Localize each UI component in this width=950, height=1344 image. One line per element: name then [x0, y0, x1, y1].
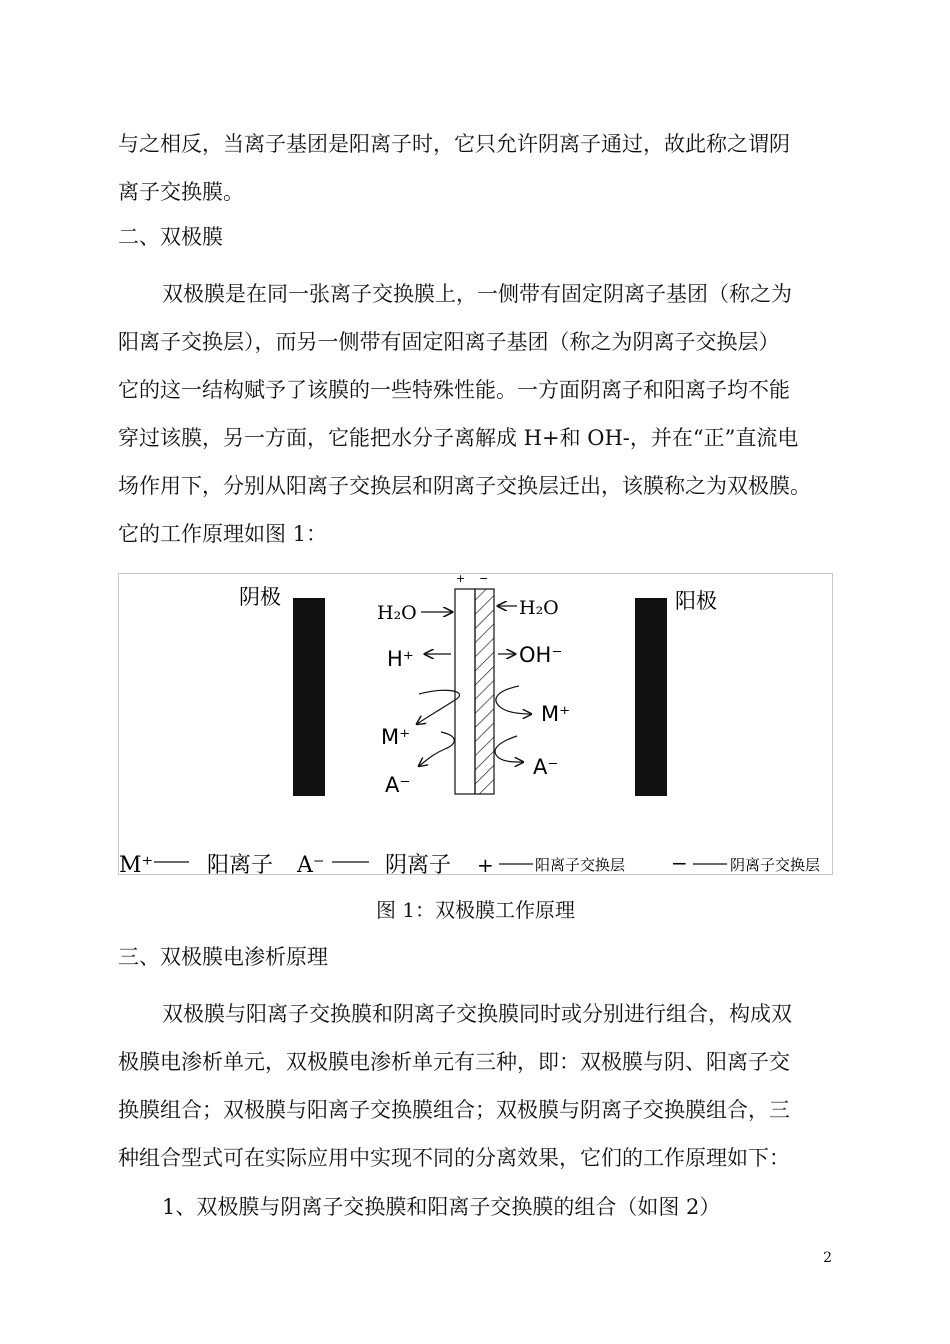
anode-label: 阳极: [675, 589, 717, 613]
text-line: 穿过该膜，另一方面，它能把水分子离解成 H+和 OH-，并在“正”直流电: [118, 426, 799, 450]
paragraph-bipolar-membrane: [118, 270, 833, 558]
water-left-label: H₂O: [377, 602, 417, 624]
legend-minus-symbol: −: [671, 851, 688, 874]
text-line: 场作用下，分别从阳离子交换层和阴离子交换层迁出，该膜称之为双极膜。: [118, 474, 811, 498]
cathode-electrode: [293, 598, 325, 796]
text-line: 双极膜与阳离子交换膜和阴离子交换膜同时或分别进行组合，构成双: [162, 1002, 792, 1026]
text-line: 与之相反，当离子基团是阳离子时，它只允许阴离子通过，故此称之谓阴: [118, 132, 790, 156]
anion-exchange-layer: [475, 589, 494, 794]
paragraph-intro: [118, 120, 833, 216]
figure-legend: [119, 851, 820, 874]
a-minus-left-arrow: [419, 732, 454, 766]
m-plus-left-arrow: [417, 690, 460, 724]
text-line: 种组合型式可在实际应用中实现不同的分离效果，它们的工作原理如下：: [118, 1146, 790, 1170]
list-item-combination-1: 1、双极膜与阴离子交换膜和阳离子交换膜的组合（如图 2）: [162, 1195, 721, 1219]
text-line: 极膜电渗析单元，双极膜电渗析单元有三种，即：双极膜与阴、阳离子交: [118, 1050, 790, 1074]
figure-diagram: [119, 574, 832, 874]
section-heading-electrodialysis: 三、双极膜电渗析原理: [118, 945, 328, 969]
paragraph-electrodialysis: [118, 990, 833, 1182]
oh-minus-label: OH⁻: [519, 643, 563, 667]
minus-sign: −: [479, 574, 489, 585]
text-line: 离子交换膜。: [118, 180, 244, 204]
cathode-label: 阴极: [239, 585, 281, 609]
a-minus-right-label: A⁻: [533, 755, 559, 779]
a-minus-left-label: A⁻: [385, 773, 411, 797]
text-line: 它的这一结构赋予了该膜的一些特殊性能。一方面阴离子和阳离子均不能: [118, 378, 790, 402]
figure-bipolar-principle: [118, 573, 833, 875]
cation-exchange-layer: [455, 589, 475, 794]
a-minus-right-arrow: [495, 736, 523, 762]
legend-plus-symbol: +: [477, 853, 494, 874]
m-plus-right-label: M⁺: [541, 702, 571, 726]
anode-electrode: [635, 598, 667, 796]
text-line: 它的工作原理如图 1：: [118, 522, 328, 546]
legend-plus-label: 阳离子交换层: [535, 856, 626, 874]
section-heading-bipolar-membrane: 二、双极膜: [118, 225, 223, 249]
legend-a-label: 阴离子: [385, 853, 452, 874]
legend-minus-label: 阴离子交换层: [730, 856, 821, 874]
plus-sign: +: [456, 574, 466, 585]
text-line: 双极膜是在同一张离子交换膜上，一侧带有固定阴离子基团（称之为: [162, 282, 792, 306]
h-plus-label: H⁺: [387, 647, 414, 671]
legend-m-label: 阳离子: [207, 853, 274, 874]
figure-caption: 图 1：双极膜工作原理: [375, 898, 576, 922]
text-line: 换膜组合；双极膜与阳离子交换膜组合；双极膜与阴离子交换膜组合，三: [118, 1098, 790, 1122]
text-line: 阳离子交换层），而另一侧带有固定阳离子基团（称之为阴离子交换层）: [118, 330, 780, 354]
water-right-label: H₂O: [519, 597, 559, 619]
page-number: 2: [823, 1250, 832, 1266]
legend-m-symbol: M⁺: [119, 853, 154, 874]
legend-a-symbol: A⁻: [297, 853, 325, 874]
m-plus-left-label: M⁺: [381, 725, 411, 749]
m-plus-right-arrow: [496, 686, 531, 714]
